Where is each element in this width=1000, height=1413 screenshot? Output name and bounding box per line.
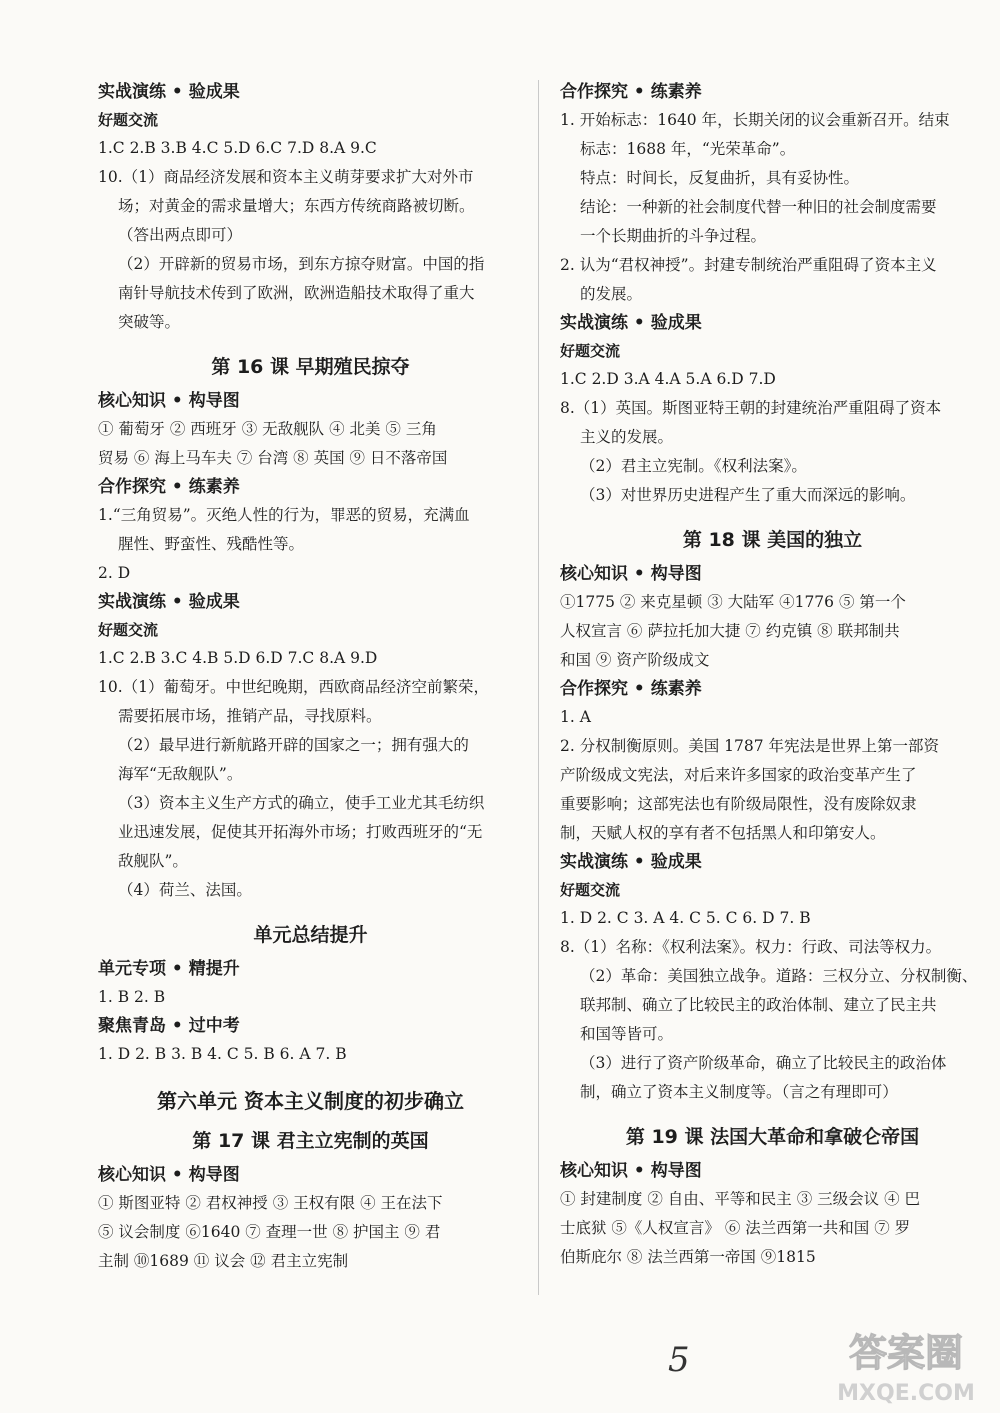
answer-line: 突破等。 bbox=[118, 313, 181, 331]
answer-line: 8.（1）名称：《权利法案》。权力：行政、司法等权力。 bbox=[560, 938, 942, 956]
left-column bbox=[98, 78, 523, 1276]
section-heading: 核心知识 • 构导图 bbox=[560, 1161, 702, 1181]
answer-line: 1. D 2. B 3. B 4. C 5. B 6. A 7. B bbox=[98, 1045, 347, 1063]
answer-line: 特点：时间长，反复曲折，具有妥协性。 bbox=[580, 169, 860, 187]
answer-line: （3）对世界历史进程产生了重大而深远的影响。 bbox=[580, 486, 916, 504]
answer-line: 主制 ⑩1689 ⑪ 议会 ⑫ 君主立宪制 bbox=[98, 1252, 349, 1270]
answer-line: 1. A bbox=[560, 708, 591, 726]
section-heading: 聚焦青岛 • 过中考 bbox=[98, 1016, 240, 1036]
answer-line: 的发展。 bbox=[580, 285, 643, 303]
answer-line: 产阶级成文宪法，对后来许多国家的政治变革产生了 bbox=[560, 766, 917, 784]
answer-line: 海军“无敌舰队”。 bbox=[118, 765, 243, 783]
answer-line: 1.C 2.B 3.B 4.C 5.D 6.C 7.D 8.A 9.C bbox=[98, 139, 377, 157]
subsection-heading: 好题交流 bbox=[98, 621, 159, 639]
answer-line: 2. D bbox=[98, 564, 131, 582]
lesson-title: 第 17 课 君主立宪制的英国 bbox=[192, 1130, 429, 1152]
section-heading: 实战演练 • 验成果 bbox=[98, 82, 240, 102]
answer-line: 一个长期曲折的斗争过程。 bbox=[580, 227, 767, 245]
answer-line: ① 葡萄牙 ② 西班牙 ③ 无敌舰队 ④ 北美 ⑤ 三角 bbox=[98, 420, 437, 438]
section-heading: 实战演练 • 验成果 bbox=[560, 313, 702, 333]
section-heading: 单元专项 • 精提升 bbox=[98, 959, 240, 979]
answer-line: 需要拓展市场，推销产品，寻找原料。 bbox=[118, 707, 382, 725]
lesson-title: 第 16 课 早期殖民掠夺 bbox=[211, 356, 410, 378]
answer-line: 士底狱 ⑤《人权宣言》 ⑥ 法兰西第一共和国 ⑦ 罗 bbox=[560, 1219, 911, 1237]
answer-line: 1.C 2.D 3.A 4.A 5.A 6.D 7.D bbox=[560, 370, 776, 388]
answer-line: 场；对黄金的需求量增大；东西方传统商路被切断。 bbox=[118, 197, 475, 215]
answer-line: 1.“三角贸易”。灭绝人性的行为，罪恶的贸易，充满血 bbox=[98, 506, 470, 524]
answer-line: （答出两点即可） bbox=[118, 226, 243, 244]
answer-line: 和国等皆可。 bbox=[580, 1025, 674, 1043]
page-number: 5 bbox=[668, 1340, 690, 1380]
answer-line: 贸易 ⑥ 海上马车夫 ⑦ 台湾 ⑧ 英国 ⑨ 日不落帝国 bbox=[98, 449, 448, 467]
answer-line: ①1775 ② 来克星顿 ③ 大陆军 ④1776 ⑤ 第一个 bbox=[560, 593, 906, 611]
answer-line: 1.C 2.B 3.C 4.B 5.D 6.D 7.C 8.A 9.D bbox=[98, 649, 378, 667]
unit-title: 第六单元 资本主义制度的初步确立 bbox=[157, 1089, 464, 1113]
answer-line: 1. 开始标志：1640 年，长期关闭的议会重新召开。结束 bbox=[560, 111, 950, 129]
answer-line: 南针导航技术传到了欧洲，欧洲造船技术取得了重大 bbox=[118, 284, 475, 302]
answer-line: ⑤ 议会制度 ⑥1640 ⑦ 查理一世 ⑧ 护国主 ⑨ 君 bbox=[98, 1223, 441, 1241]
answer-line: 10.（1）商品经济发展和资本主义萌芽要求扩大对外市 bbox=[98, 168, 474, 186]
section-heading: 实战演练 • 验成果 bbox=[560, 852, 702, 872]
section-heading: 核心知识 • 构导图 bbox=[98, 1165, 240, 1185]
section-heading: 合作探究 • 练素养 bbox=[98, 477, 240, 497]
subsection-heading: 好题交流 bbox=[560, 881, 621, 899]
stamp-top-text: 答案圈 bbox=[848, 1331, 964, 1375]
section-heading: 合作探究 • 练素养 bbox=[560, 679, 702, 699]
answer-line: （2）革命：美国独立战争。道路：三权分立、分权制衡、 bbox=[580, 967, 978, 985]
answer-line: 制，天赋人权的享有者不包括黑人和印第安人。 bbox=[560, 824, 886, 842]
answer-line: （2）君主立宪制。《权利法案》。 bbox=[580, 457, 807, 475]
right-column bbox=[560, 78, 985, 1272]
answer-line: 联邦制、确立了比较民主的政治体制、建立了民主共 bbox=[580, 996, 937, 1014]
answer-line: 2. 分权制衡原则。美国 1787 年宪法是世界上第一部资 bbox=[560, 737, 940, 755]
answer-line: （3）资本主义生产方式的确立，使手工业尤其毛纺织 bbox=[118, 794, 485, 812]
summary-title: 单元总结提升 bbox=[253, 924, 368, 946]
answer-line: 腥性、野蛮性、残酷性等。 bbox=[118, 535, 305, 553]
answer-line: 1. B 2. B bbox=[98, 988, 166, 1006]
answer-line: 人权宣言 ⑥ 萨拉托加大捷 ⑦ 约克镇 ⑧ 联邦制共 bbox=[560, 622, 900, 640]
answer-line: 业迅速发展，促使其开拓海外市场；打败西班牙的“无 bbox=[118, 823, 483, 841]
stamp-bottom-text: MXQE.COM bbox=[837, 1381, 975, 1406]
section-heading: 实战演练 • 验成果 bbox=[98, 592, 240, 612]
answer-line: 重要影响；这部宪法也有阶级局限性，没有废除奴隶 bbox=[560, 795, 917, 813]
watermark-stamp bbox=[820, 1318, 992, 1408]
answer-line: ① 封建制度 ② 自由、平等和民主 ③ 三级会议 ④ 巴 bbox=[560, 1190, 920, 1208]
answer-line: （4）荷兰、法国。 bbox=[118, 881, 252, 899]
answer-line: 主义的发展。 bbox=[580, 428, 674, 446]
column-divider bbox=[538, 80, 539, 1295]
lesson-title: 第 18 课 美国的独立 bbox=[682, 529, 863, 551]
subsection-heading: 好题交流 bbox=[560, 342, 621, 360]
answer-line: 和国 ⑨ 资产阶级成文 bbox=[560, 651, 710, 669]
section-heading: 核心知识 • 构导图 bbox=[98, 391, 240, 411]
answer-line: （2）开辟新的贸易市场，到东方掠夺财富。中国的指 bbox=[118, 255, 485, 273]
subsection-heading: 好题交流 bbox=[98, 111, 159, 129]
answer-line: 结论：一种新的社会制度代替一种旧的社会制度需要 bbox=[580, 198, 937, 216]
lesson-title: 第 19 课 法国大革命和拿破仑帝国 bbox=[625, 1126, 920, 1148]
answer-line: （2）最早进行新航路开辟的国家之一；拥有强大的 bbox=[118, 736, 469, 754]
answer-line: 伯斯庇尔 ⑧ 法兰西第一帝国 ⑨1815 bbox=[560, 1248, 816, 1266]
section-heading: 核心知识 • 构导图 bbox=[560, 564, 702, 584]
answer-line: 2. 认为“君权神授”。封建专制统治严重阻碍了资本主义 bbox=[560, 256, 937, 274]
answer-line: 标志：1688 年，“光荣革命”。 bbox=[580, 140, 796, 158]
answer-line: ① 斯图亚特 ② 君权神授 ③ 王权有限 ④ 王在法下 bbox=[98, 1194, 443, 1212]
answer-line: 10.（1）葡萄牙。中世纪晚期，西欧商品经济空前繁荣， bbox=[98, 678, 490, 696]
answer-line: 1. D 2. C 3. A 4. C 5. C 6. D 7. B bbox=[560, 909, 811, 927]
answer-line: 制，确立了资本主义制度等。（言之有理即可） bbox=[580, 1083, 898, 1101]
section-heading: 合作探究 • 练素养 bbox=[560, 82, 702, 102]
answer-line: 8.（1）英国。斯图亚特王朝的封建统治严重阻碍了资本 bbox=[560, 399, 942, 417]
answer-line: （3）进行了资产阶级革命，确立了比较民主的政治体 bbox=[580, 1054, 947, 1072]
answer-line: 敌舰队”。 bbox=[118, 852, 188, 870]
